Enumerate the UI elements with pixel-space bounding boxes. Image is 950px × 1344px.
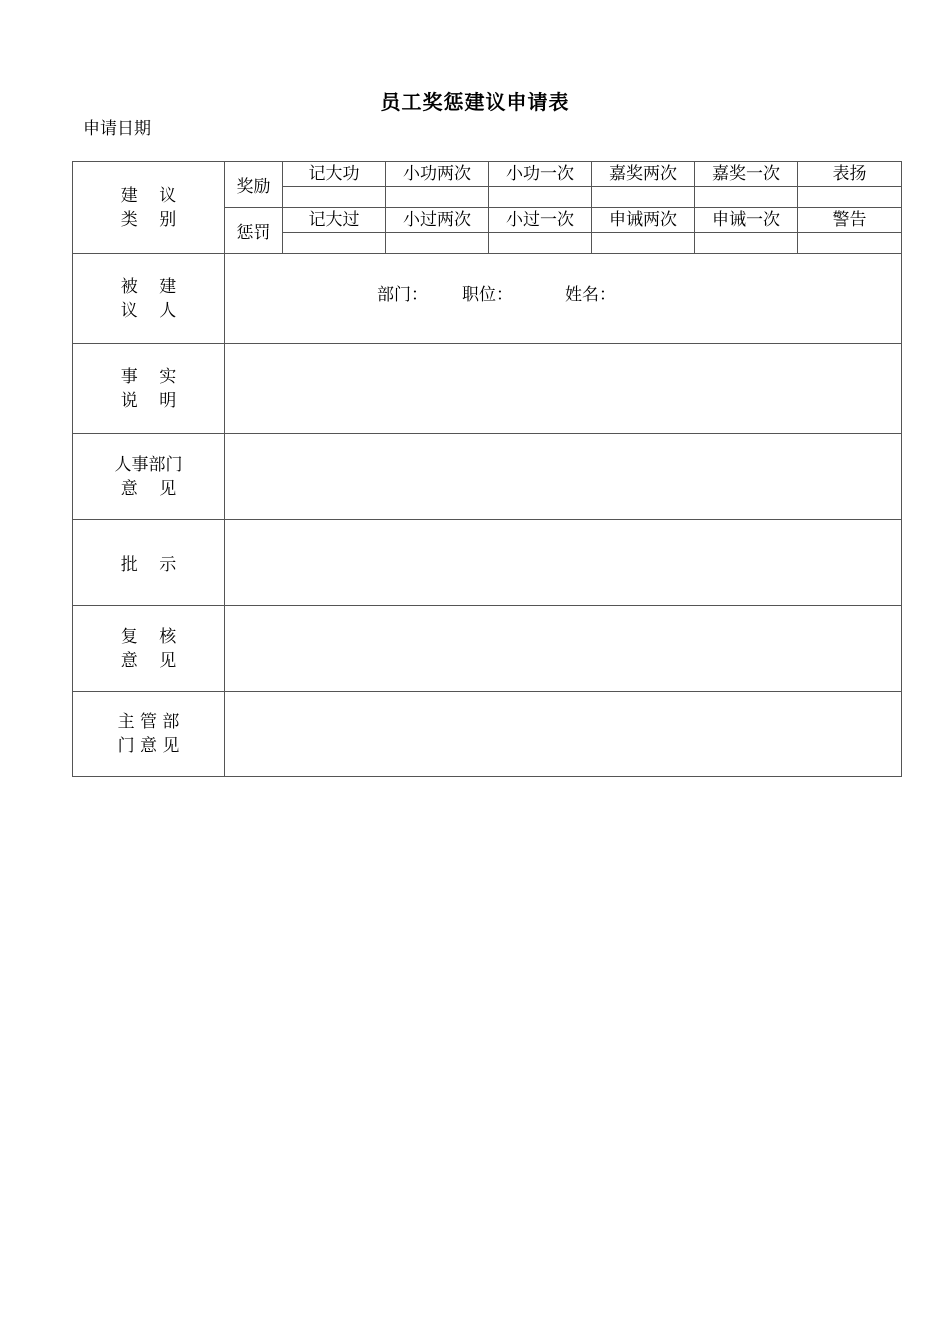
review-field[interactable] [225,606,902,692]
review-label-line1: 复 核 [120,626,177,647]
page-title: 员工奖惩建议申请表 [380,90,570,114]
supervisor-label-line1: 主 管 部 [117,712,180,732]
facts-label-line2: 说 明 [120,390,177,411]
reward-option-2: 小功两次 [386,162,489,187]
person-label-line1: 被 建 [120,276,177,297]
person-info-field[interactable] [225,254,902,344]
reward-label: 奖励 [225,162,283,208]
apply-date-label: 申请日期 [83,119,151,139]
reward-check-6[interactable] [798,187,902,208]
reward-check-2[interactable] [386,187,489,208]
hr-opinion-label-line1: 人事部门 [114,454,183,475]
reward-check-5[interactable] [695,187,798,208]
facts-field[interactable] [225,344,902,434]
punish-check-4[interactable] [592,233,695,254]
hr-opinion-label-line2: 意 见 [120,478,177,499]
name-label: 姓名： [565,285,616,305]
reward-check-4[interactable] [592,187,695,208]
reward-option-1: 记大功 [283,162,386,187]
dept-label: 部门： [377,285,428,305]
review-label-line2: 意 见 [120,650,177,671]
punish-label: 惩罚 [225,208,283,254]
supervisor-label-line2: 门 意 见 [117,736,180,756]
approval-field[interactable] [225,520,902,606]
reward-option-3: 小功一次 [489,162,592,187]
punish-check-3[interactable] [489,233,592,254]
category-label-line1: 建 议 [120,185,177,206]
person-label-cell [73,254,225,344]
punish-option-3: 小过一次 [489,208,592,233]
review-label-cell [73,606,225,692]
facts-label-cell [73,344,225,434]
punish-option-4: 申诫两次 [592,208,695,233]
punish-check-5[interactable] [695,233,798,254]
approval-label: 批 示 [73,520,225,606]
facts-label-line1: 事 实 [120,366,177,387]
punish-option-1: 记大过 [283,208,386,233]
hr-opinion-field[interactable] [225,434,902,520]
category-label-line2: 类 别 [120,209,177,230]
punish-check-2[interactable] [386,233,489,254]
application-form-table [72,161,902,777]
category-label-cell [73,162,225,254]
reward-option-5: 嘉奖一次 [695,162,798,187]
reward-option-4: 嘉奖两次 [592,162,695,187]
reward-check-3[interactable] [489,187,592,208]
position-label: 职位： [462,285,513,305]
punish-option-5: 申诫一次 [695,208,798,233]
punish-check-1[interactable] [283,233,386,254]
punish-check-6[interactable] [798,233,902,254]
supervisor-label-cell [73,692,225,777]
reward-check-1[interactable] [283,187,386,208]
punish-option-2: 小过两次 [386,208,489,233]
person-label-line2: 议 人 [120,300,177,321]
punish-option-6: 警告 [798,208,902,233]
hr-opinion-label-cell [73,434,225,520]
reward-option-6: 表扬 [798,162,902,187]
supervisor-field[interactable] [225,692,902,777]
